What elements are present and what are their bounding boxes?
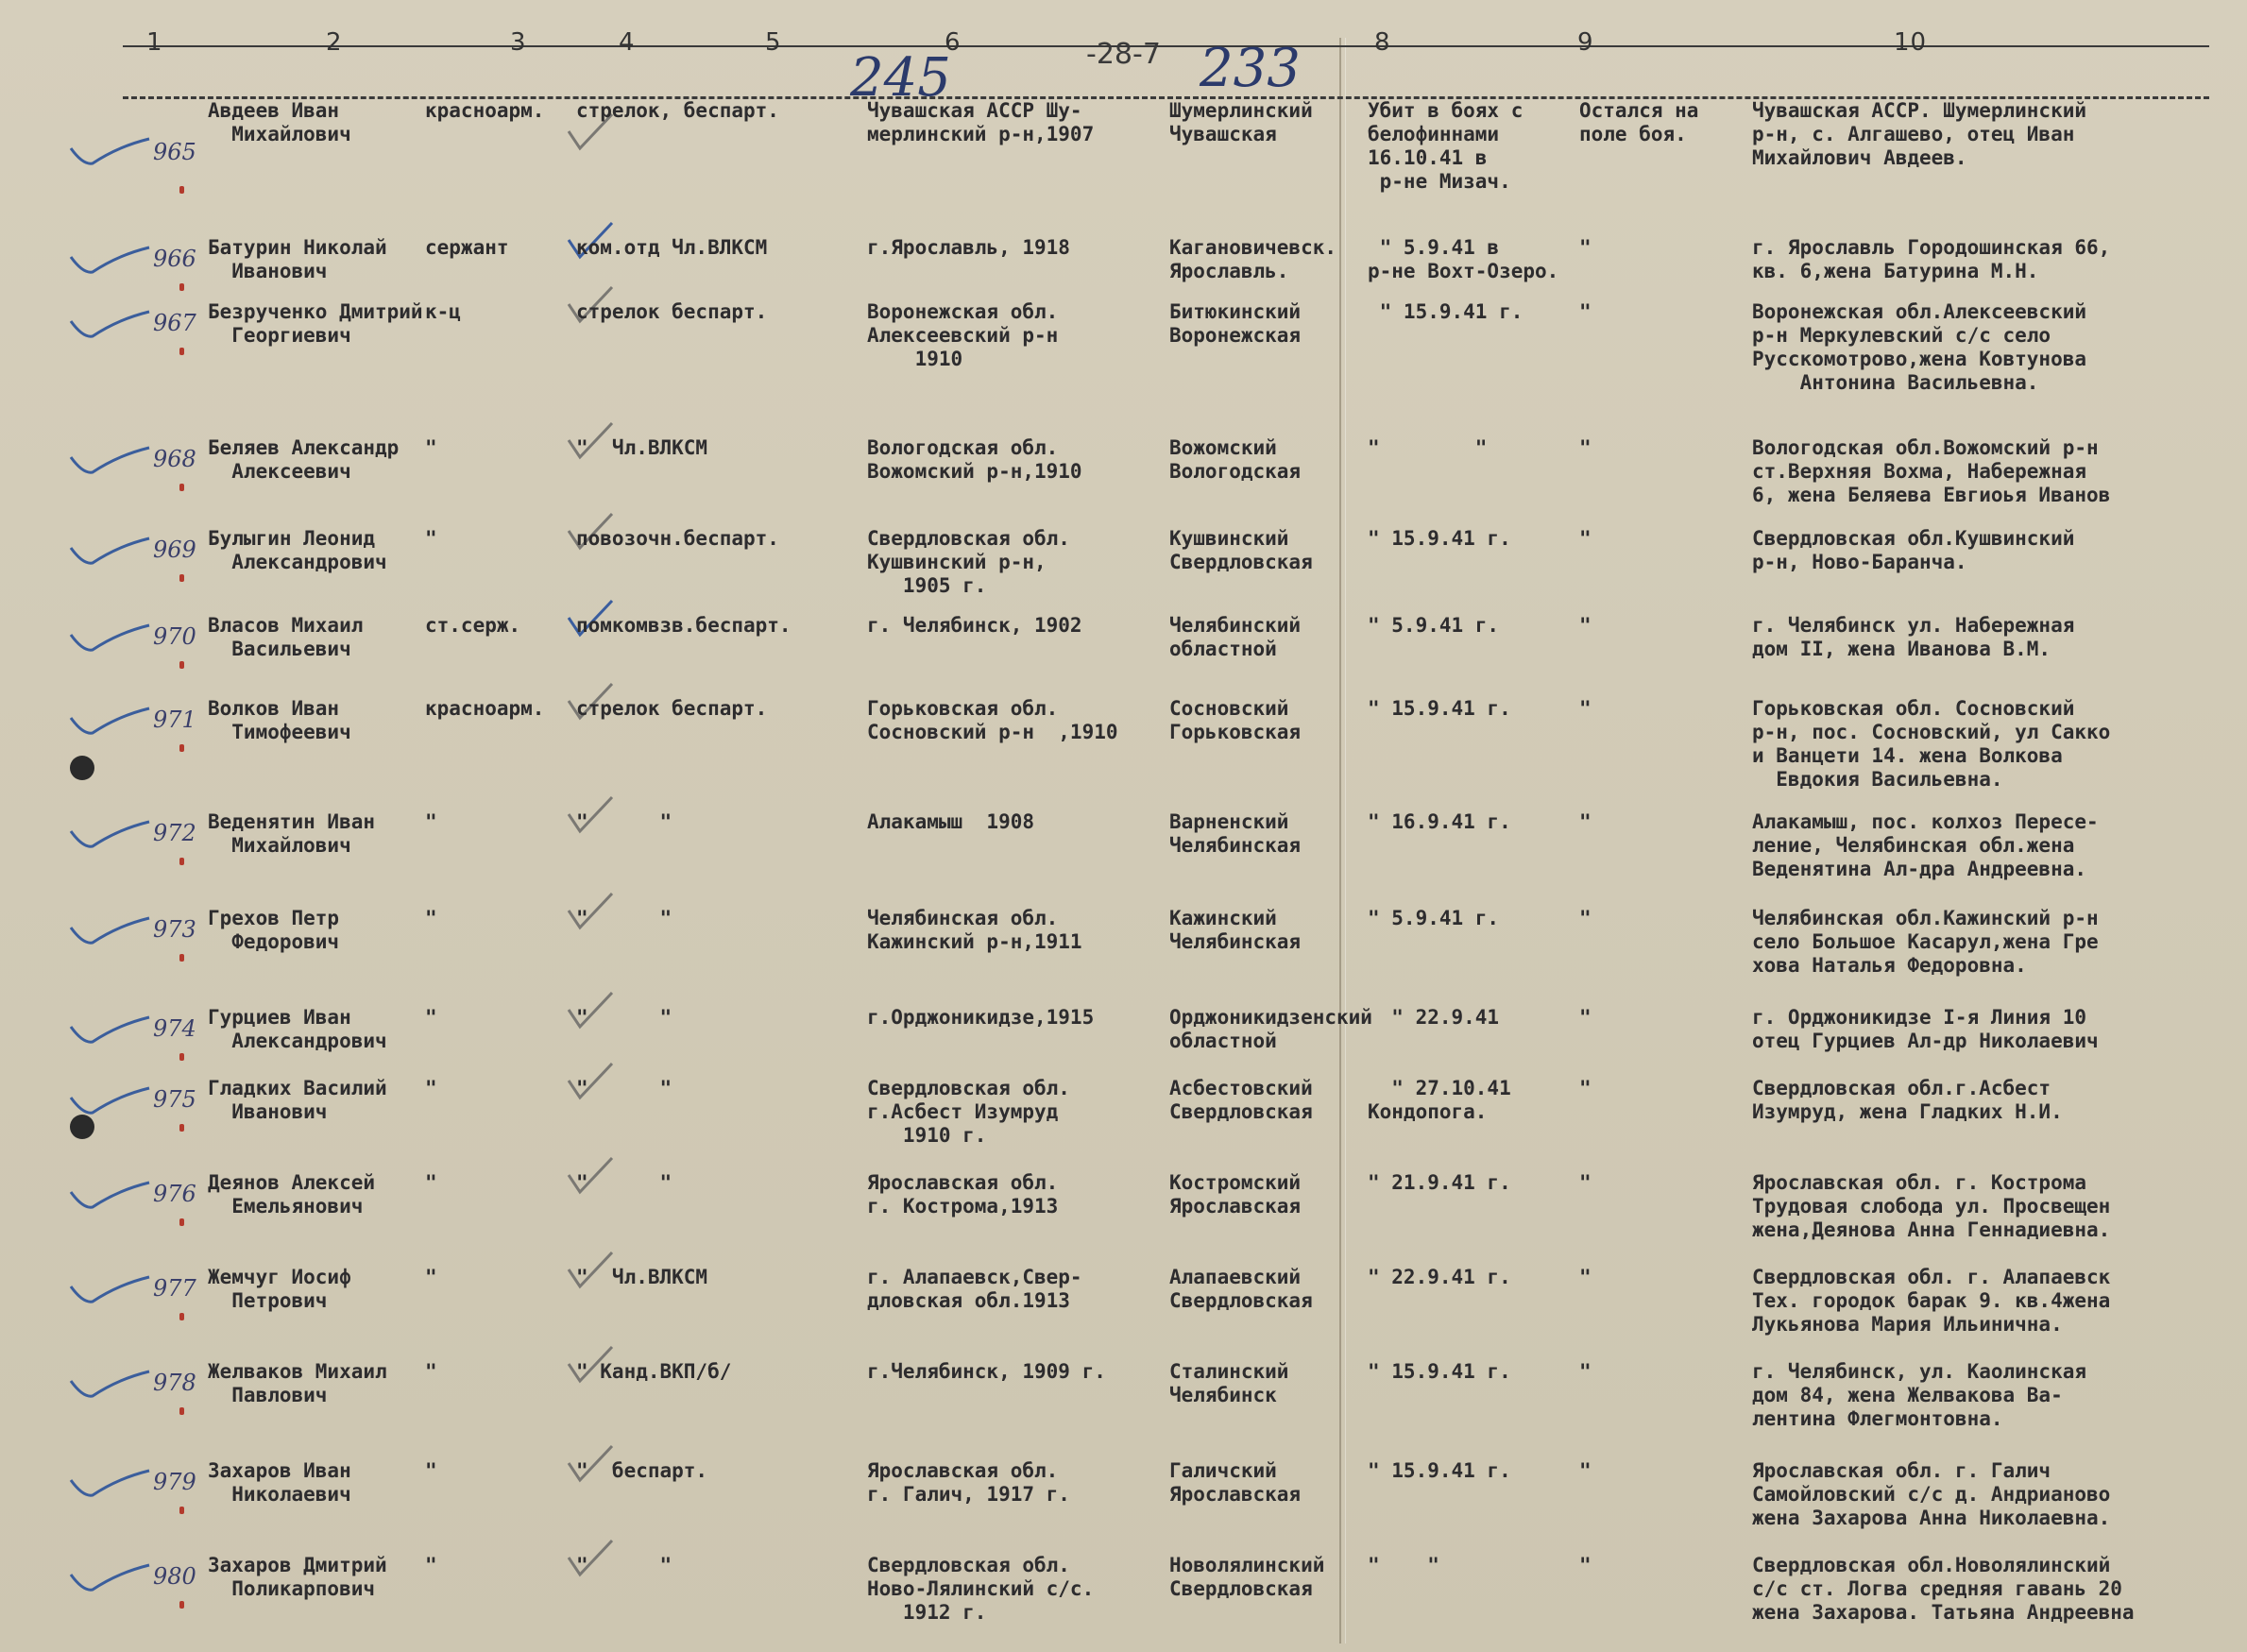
full-name-cell: Авдеев Иван Михайлович: [208, 99, 351, 145]
red-pencil-mark: [179, 574, 184, 582]
blue-checkmark-icon: [66, 1006, 151, 1053]
blue-checkmark-icon: [66, 1360, 151, 1407]
column-number: 6: [945, 28, 962, 57]
rank-cell: ": [425, 1554, 437, 1576]
enlistment-office-cell: Орджоникидзенский областной: [1169, 1006, 1372, 1052]
record-number: 971: [153, 707, 196, 733]
full-name-cell: Деянов Алексей Емельянович: [208, 1171, 376, 1218]
column-number: 5: [765, 28, 782, 57]
death-date-place-cell: " 22.9.41: [1368, 1006, 1500, 1029]
record-number: 977: [153, 1275, 196, 1302]
enlistment-office-cell: Кагановичевск. Ярославль.: [1169, 236, 1337, 282]
record-number: 965: [153, 139, 196, 165]
rank-cell: сержант: [425, 236, 509, 259]
relatives-address-cell: Ярославская обл. г. Галич Самойловский с/с д. Андрианово жена Захарова Анна Николаевна.: [1752, 1459, 2111, 1529]
full-name-cell: Волков Иван Тимофеевич: [208, 697, 351, 743]
record-number: 970: [153, 623, 196, 650]
blue-checkmark-icon: [66, 1554, 151, 1601]
position-party-cell: " Чл.ВЛКСМ: [576, 1266, 708, 1288]
rank-cell: ": [425, 1459, 437, 1482]
position-party-cell: " беспарт.: [576, 1459, 708, 1482]
red-pencil-mark: [179, 858, 184, 865]
burial-place-cell: ": [1579, 614, 1592, 637]
column-number: 9: [1577, 28, 1594, 57]
relatives-address-cell: Алакамыш, пос. колхоз Пересе- ление, Челябинская обл.жена Веденятина Ал-дра Андреевна.: [1752, 810, 2099, 880]
burial-place-cell: ": [1579, 1171, 1592, 1194]
death-date-place-cell: " 16.9.41 г.: [1368, 810, 1511, 833]
record-number: 980: [153, 1563, 196, 1590]
blue-checkmark-icon: [66, 1077, 151, 1124]
full-name-cell: Грехов Петр Федорович: [208, 907, 340, 953]
rank-cell: к-ц: [425, 300, 461, 323]
rank-cell: ": [425, 1266, 437, 1288]
full-name-cell: Власов Михаил Васильевич: [208, 614, 364, 660]
death-date-place-cell: " ": [1368, 1554, 1439, 1576]
record-number: 975: [153, 1086, 196, 1113]
full-name-cell: Захаров Иван Николаевич: [208, 1459, 351, 1506]
record-number: 973: [153, 916, 196, 943]
death-date-place-cell: Убит в боях с белофиннами 16.10.41 в р-не Мизач.: [1368, 99, 1524, 193]
blue-checkmark-icon: [66, 236, 151, 283]
enlistment-office-cell: Асбестовский Свердловская: [1169, 1077, 1313, 1123]
column-number: 2: [326, 28, 343, 57]
burial-place-cell: ": [1579, 1266, 1592, 1288]
full-name-cell: Захаров Дмитрий Поликарпович: [208, 1554, 387, 1600]
enlistment-office-cell: Челябинский областной: [1169, 614, 1302, 660]
blue-checkmark-icon: [66, 810, 151, 858]
relatives-address-cell: Ярославская обл. г. Кострома Трудовая слобода ул. Просвещен жена,Деянова Анна Геннадиевна.: [1752, 1171, 2111, 1241]
position-party-cell: повозочн.беспарт.: [576, 527, 779, 550]
birthplace-year-cell: Свердловская обл. Кушвинский р-н, 1905 г.: [867, 527, 1070, 597]
record-number: 978: [153, 1370, 196, 1396]
birthplace-year-cell: Алакамыш 1908: [867, 810, 1035, 833]
column-number: 3: [510, 28, 527, 57]
burial-place-cell: ": [1579, 697, 1592, 720]
enlistment-office-cell: Шумерлинский Чувашская: [1169, 99, 1313, 145]
birthplace-year-cell: г.Орджоникидзе,1915: [867, 1006, 1095, 1029]
red-pencil-mark: [179, 186, 184, 194]
record-number: 967: [153, 310, 196, 336]
relatives-address-cell: г. Ярославль Городошинская 66, кв. 6,жена Батурина М.Н.: [1752, 236, 2111, 282]
relatives-address-cell: Воронежская обл.Алексеевский р-н Меркулевский с/с село Русскомотрово,жена Ковтунова Антонина Васильевна.: [1752, 300, 2087, 394]
relatives-address-cell: Свердловская обл.г.Асбест Изумруд, жена Гладких Н.И.: [1752, 1077, 2063, 1123]
red-pencil-mark: [179, 1407, 184, 1415]
record-number: 968: [153, 446, 196, 472]
enlistment-office-cell: Сталинский Челябинск: [1169, 1360, 1289, 1406]
relatives-address-cell: Челябинская обл.Кажинский р-н село Большое Касарул,жена Гре хова Наталья Федоровна.: [1752, 907, 2099, 977]
birthplace-year-cell: Ярославская обл. г. Кострома,1913: [867, 1171, 1059, 1218]
record-number: 979: [153, 1469, 196, 1495]
blue-checkmark-icon: [66, 907, 151, 954]
position-party-cell: " ": [576, 1554, 672, 1576]
red-pencil-mark: [179, 283, 184, 291]
position-party-cell: помкомвзв.беспарт.: [576, 614, 792, 637]
record-number: 976: [153, 1181, 196, 1207]
position-party-cell: " ": [576, 907, 672, 929]
record-number: 966: [153, 246, 196, 272]
birthplace-year-cell: г.Челябинск, 1909 г.: [867, 1360, 1106, 1383]
burial-place-cell: ": [1579, 1077, 1592, 1099]
burial-place-cell: ": [1579, 236, 1592, 259]
full-name-cell: Батурин Николай Иванович: [208, 236, 387, 282]
red-pencil-mark: [179, 744, 184, 752]
position-party-cell: стрелок, беспарт.: [576, 99, 779, 122]
position-party-cell: стрелок беспарт.: [576, 300, 768, 323]
death-date-place-cell: " 15.9.41 г.: [1368, 527, 1511, 550]
burial-place-cell: ": [1579, 907, 1592, 929]
blue-checkmark-icon: [66, 697, 151, 744]
relatives-address-cell: г. Орджоникидзе I-я Линия 10 отец Гурциев Ал-др Николаевич: [1752, 1006, 2099, 1052]
birthplace-year-cell: Чувашская АССР Шу- мерлинский р-н,1907: [867, 99, 1095, 145]
relatives-address-cell: Чувашская АССР. Шумерлинский р-н, с. Алгашево, отец Иван Михайлович Авдеев.: [1752, 99, 2087, 169]
death-date-place-cell: " 5.9.41 г.: [1368, 614, 1500, 637]
record-number: 974: [153, 1015, 196, 1042]
red-pencil-mark: [179, 1124, 184, 1132]
red-pencil-mark: [179, 1507, 184, 1514]
position-party-cell: " ": [576, 1077, 672, 1099]
full-name-cell: Веденятин Иван Михайлович: [208, 810, 376, 857]
birthplace-year-cell: г.Ярославль, 1918: [867, 236, 1070, 259]
full-name-cell: Безрученко Дмитрий Георгиевич: [208, 300, 423, 347]
burial-place-cell: ": [1579, 527, 1592, 550]
death-date-place-cell: " 15.9.41 г.: [1368, 1459, 1511, 1482]
punch-hole: [70, 756, 94, 780]
death-date-place-cell: " 22.9.41 г.: [1368, 1266, 1511, 1288]
relatives-address-cell: Вологодская обл.Вожомский р-н ст.Верхняя Вохма, Набережная 6, жена Беляева Евгиоья Иванов: [1752, 436, 2111, 506]
blue-checkmark-icon: [66, 1459, 151, 1507]
enlistment-office-cell: Костромский Ярославская: [1169, 1171, 1302, 1218]
blue-checkmark-icon: [66, 300, 151, 348]
enlistment-office-cell: Вожомский Вологодская: [1169, 436, 1302, 483]
birthplace-year-cell: Ярославская обл. г. Галич, 1917 г.: [867, 1459, 1070, 1506]
birthplace-year-cell: Челябинская обл. Кажинский р-н,1911: [867, 907, 1082, 953]
red-pencil-mark: [179, 1601, 184, 1609]
death-date-place-cell: " 15.9.41 г.: [1368, 697, 1511, 720]
burial-place-cell: Остался на поле боя.: [1579, 99, 1699, 145]
birthplace-year-cell: Вологодская обл. Вожомский р-н,1910: [867, 436, 1082, 483]
enlistment-office-cell: Новолялинский Свердловская: [1169, 1554, 1325, 1600]
enlistment-office-cell: Варненский Челябинская: [1169, 810, 1302, 857]
blue-checkmark-icon: [66, 128, 151, 175]
death-date-place-cell: " 5.9.41 в р-не Вохт-Озеро.: [1368, 236, 1559, 282]
typed-page-number: -28-7: [1086, 38, 1161, 71]
blue-checkmark-icon: [66, 1171, 151, 1218]
relatives-address-cell: Горьковская обл. Сосновский р-н, пос. Сосновский, ул Сакко и Ванцети 14. жена Волкова Евдокия Васильевна.: [1752, 697, 2111, 791]
full-name-cell: Жемчуг Иосиф Петрович: [208, 1266, 351, 1312]
full-name-cell: Беляев Александр Алексеевич: [208, 436, 400, 483]
rank-cell: ": [425, 907, 437, 929]
full-name-cell: Гурциев Иван Александрович: [208, 1006, 387, 1052]
red-pencil-mark: [179, 1218, 184, 1226]
position-party-cell: стрелок беспарт.: [576, 697, 768, 720]
column-number: 8: [1374, 28, 1391, 57]
red-pencil-mark: [179, 348, 184, 355]
paper-fold-line: [1339, 38, 1341, 1643]
birthplace-year-cell: Воронежская обл. Алексеевский р-н 1910: [867, 300, 1059, 370]
relatives-address-cell: г. Челябинск ул. Набережная дом II, жена Иванова В.М.: [1752, 614, 2075, 660]
enlistment-office-cell: Галичский Ярославская: [1169, 1459, 1302, 1506]
burial-place-cell: ": [1579, 1006, 1592, 1029]
position-party-cell: " ": [576, 810, 672, 833]
position-party-cell: ком.отд Чл.ВЛКСМ: [576, 236, 768, 259]
rank-cell: ": [425, 527, 437, 550]
full-name-cell: Булыгин Леонид Александрович: [208, 527, 387, 573]
blue-checkmark-icon: [66, 527, 151, 574]
enlistment-office-cell: Кушвинский Свердловская: [1169, 527, 1313, 573]
enlistment-office-cell: Сосновский Горьковская: [1169, 697, 1302, 743]
handwritten-page-number-1: 245: [850, 47, 951, 109]
relatives-address-cell: Свердловская обл.Кушвинский р-н, Ново-Баранча.: [1752, 527, 2075, 573]
birthplace-year-cell: Свердловская обл. Ново-Лялинский с/с. 1912 г.: [867, 1554, 1095, 1624]
enlistment-office-cell: Кажинский Челябинская: [1169, 907, 1302, 953]
red-pencil-mark: [179, 484, 184, 491]
death-date-place-cell: " 5.9.41 г.: [1368, 907, 1500, 929]
death-date-place-cell: " 15.9.41 г.: [1368, 300, 1524, 323]
position-party-cell: " Чл.ВЛКСМ: [576, 436, 708, 459]
red-pencil-mark: [179, 661, 184, 669]
rank-cell: ": [425, 1360, 437, 1383]
blue-checkmark-icon: [66, 614, 151, 661]
burial-place-cell: ": [1579, 810, 1592, 833]
burial-place-cell: ": [1579, 300, 1592, 323]
rank-cell: ": [425, 436, 437, 459]
blue-checkmark-icon: [66, 436, 151, 484]
record-number: 972: [153, 820, 196, 846]
rank-cell: ": [425, 1006, 437, 1029]
rank-cell: красноарм.: [425, 697, 545, 720]
position-party-cell: " Канд.ВКП/б/: [576, 1360, 732, 1383]
burial-place-cell: ": [1579, 1459, 1592, 1482]
rank-cell: ": [425, 810, 437, 833]
birthplace-year-cell: г. Челябинск, 1902: [867, 614, 1082, 637]
record-number: 969: [153, 536, 196, 563]
relatives-address-cell: Свердловская обл.Новолялинский с/с ст. Логва средняя гавань 20 жена Захарова. Татьяна Андреевна: [1752, 1554, 2135, 1624]
blue-checkmark-icon: [66, 1266, 151, 1313]
full-name-cell: Гладких Василий Иванович: [208, 1077, 387, 1123]
rank-cell: ": [425, 1171, 437, 1194]
handwritten-page-number-2: 233: [1200, 38, 1301, 99]
burial-place-cell: ": [1579, 1554, 1592, 1576]
relatives-address-cell: Свердловская обл. г. Алапаевск Тех. городок барак 9. кв.4жена Лукьянова Мария Ильинична.: [1752, 1266, 2111, 1336]
birthplace-year-cell: Свердловская обл. г.Асбест Изумруд 1910 г.: [867, 1077, 1070, 1147]
burial-place-cell: ": [1579, 436, 1592, 459]
burial-place-cell: ": [1579, 1360, 1592, 1383]
column-number: 1: [146, 28, 163, 57]
death-date-place-cell: " 21.9.41 г.: [1368, 1171, 1511, 1194]
red-pencil-mark: [179, 954, 184, 962]
death-date-place-cell: " ": [1368, 436, 1488, 459]
death-date-place-cell: " 27.10.41 Кондопога.: [1368, 1077, 1511, 1123]
birthplace-year-cell: г. Алапаевск,Свер- дловская обл.1913: [867, 1266, 1082, 1312]
rank-cell: ": [425, 1077, 437, 1099]
paper-fold-highlight: [1345, 38, 1346, 1643]
red-pencil-mark: [179, 1053, 184, 1061]
enlistment-office-cell: Алапаевский Свердловская: [1169, 1266, 1313, 1312]
full-name-cell: Желваков Михаил Павлович: [208, 1360, 387, 1406]
position-party-cell: " ": [576, 1171, 672, 1194]
position-party-cell: " ": [576, 1006, 672, 1029]
red-pencil-mark: [179, 1313, 184, 1320]
birthplace-year-cell: Горьковская обл. Сосновский р-н ,1910: [867, 697, 1118, 743]
rank-cell: красноарм.: [425, 99, 545, 122]
column-number: 10: [1894, 28, 1928, 57]
enlistment-office-cell: Битюкинский Воронежская: [1169, 300, 1302, 347]
rank-cell: ст.серж.: [425, 614, 521, 637]
death-date-place-cell: " 15.9.41 г.: [1368, 1360, 1511, 1383]
column-number: 4: [619, 28, 636, 57]
relatives-address-cell: г. Челябинск, ул. Каолинская дом 84, жена Желвакова Ва- лентина Флегмонтовна.: [1752, 1360, 2087, 1430]
